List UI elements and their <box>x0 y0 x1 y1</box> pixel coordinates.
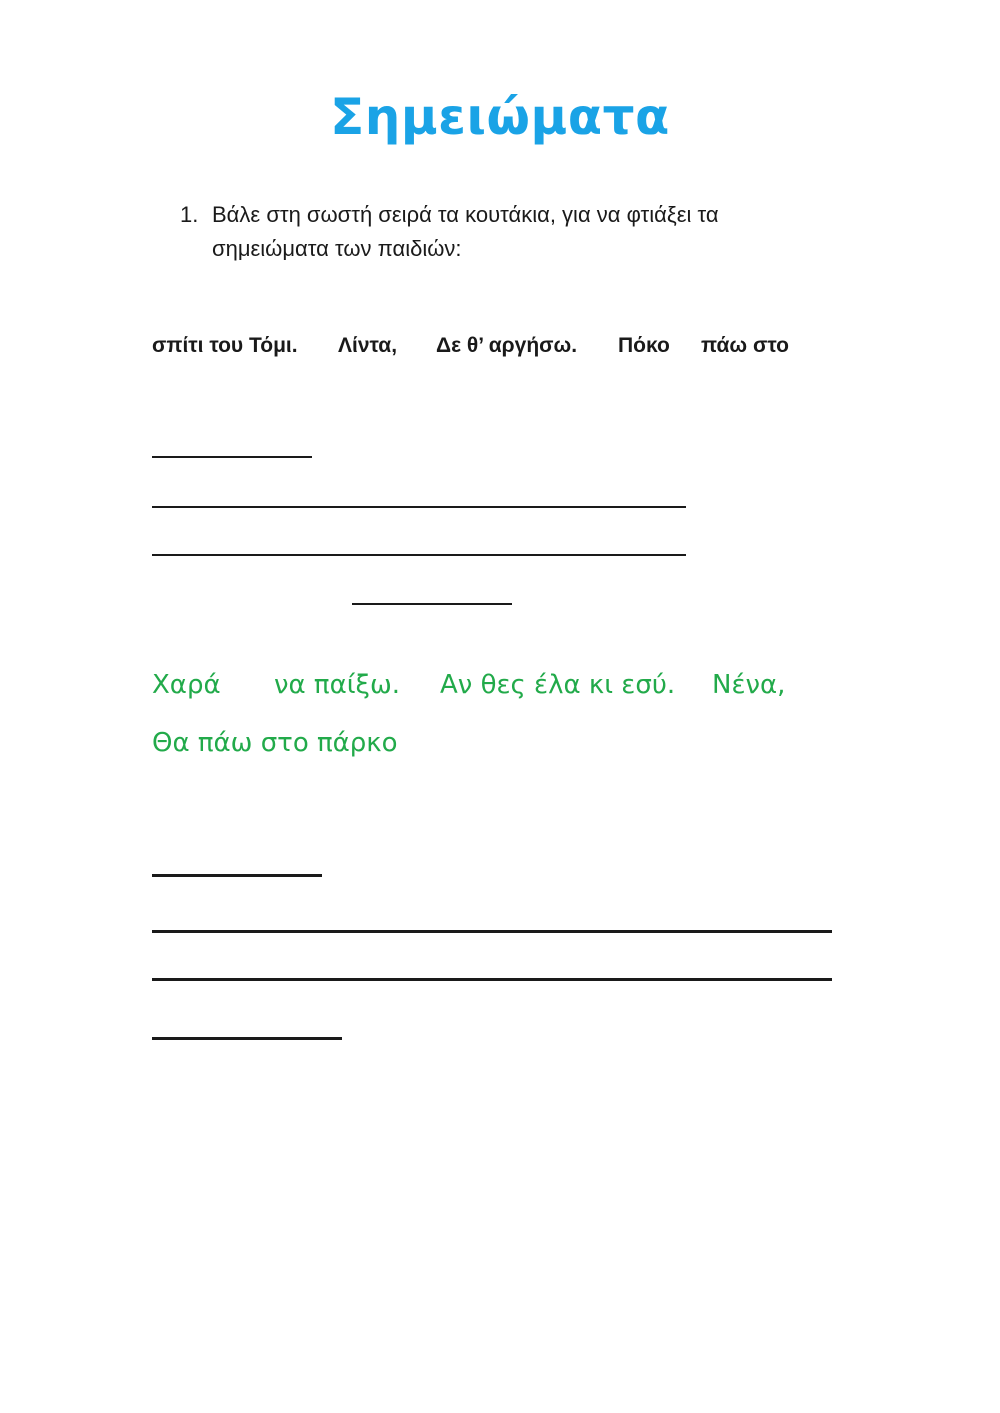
instruction-text: Βάλε στη σωστή σειρά τα κουτάκια, για να φτιάξει τα σημειώματα των παιδιών: <box>212 202 719 261</box>
note2-word[interactable]: Νένα, <box>712 670 786 700</box>
note2-word[interactable]: να παίξω. <box>274 670 401 700</box>
note1-word[interactable]: πάω στο <box>701 334 789 357</box>
answer-line[interactable] <box>152 456 312 458</box>
answer-line[interactable] <box>152 978 832 981</box>
answer-line[interactable] <box>152 930 832 933</box>
note1-word[interactable]: Πόκο <box>618 334 670 357</box>
note2-word[interactable]: Αν θες έλα κι εσύ. <box>440 670 676 700</box>
note2-word[interactable]: Θα πάω στο πάρκο <box>152 728 398 758</box>
page-title: Σημειώματα <box>330 88 670 146</box>
answer-line[interactable] <box>152 506 686 508</box>
answer-line[interactable] <box>152 874 322 877</box>
instruction-number: 1. <box>180 202 199 227</box>
note1-word[interactable]: Λίντα, <box>338 334 398 357</box>
answer-line[interactable] <box>152 1037 342 1040</box>
answer-line[interactable] <box>352 603 512 605</box>
note1-word[interactable]: Δε θ’ αργήσω. <box>436 334 578 357</box>
answer-line[interactable] <box>152 554 686 556</box>
instruction <box>180 198 820 266</box>
note1-word[interactable]: σπίτι του Τόμι. <box>152 334 298 357</box>
note2-word[interactable]: Χαρά <box>152 670 221 700</box>
